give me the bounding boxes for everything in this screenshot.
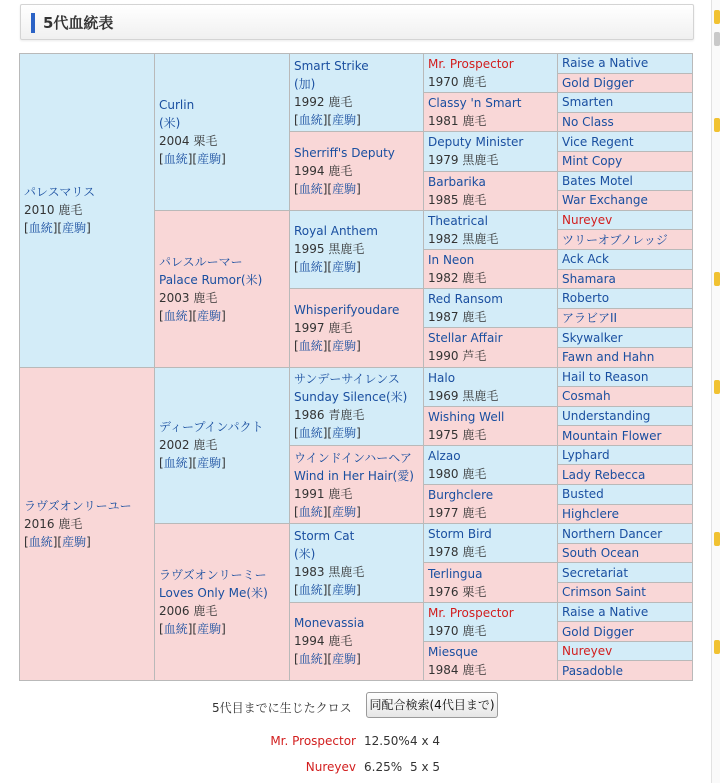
link-group: [血統][産駒] [294, 338, 361, 353]
horse-name-link[interactable]: Bates Motel [562, 173, 633, 188]
gen5-ancestor-cell [558, 132, 693, 152]
side-marker [714, 272, 720, 286]
gen5-ancestor-cell [558, 387, 693, 407]
gen4-ancestor-cell [424, 289, 558, 328]
header-accent-bar [31, 13, 35, 33]
link-group: [血統][産駒] [159, 308, 226, 323]
link-group: [血統][産駒] [294, 504, 361, 519]
pedigree-link[interactable]: 血統 [28, 534, 53, 549]
cross-row [0, 734, 720, 752]
horse-name-link[interactable]: In Neon [428, 253, 475, 268]
gen5-ancestor-cell [558, 661, 693, 681]
horse-name-link[interactable]: Mr. Prospector [428, 57, 514, 72]
horse-name-link[interactable]: Highclere [562, 506, 619, 521]
link-group: [血統][産駒] [294, 652, 361, 667]
gen5-ancestor-cell [558, 54, 693, 74]
horse-name-link[interactable]: Skywalker [562, 330, 623, 345]
gen5-ancestor-cell [558, 73, 693, 93]
pedigree-table [19, 53, 693, 681]
birth-year-coat: 1984 鹿毛 [428, 662, 487, 677]
link-group: [血統][産駒] [159, 622, 226, 637]
horse-name-link[interactable]: Gold Digger [562, 624, 634, 639]
page-title: 5代血統表 [43, 14, 114, 32]
offspring-link[interactable]: 産駒 [62, 534, 87, 549]
cross-row [0, 760, 720, 778]
horse-name-link[interactable]: Classy 'n Smart [428, 96, 522, 111]
gen5-ancestor-cell [558, 485, 693, 505]
horse-name-link[interactable]: Theatrical [428, 213, 488, 228]
link-group: [血統][産駒] [294, 260, 361, 275]
gen3-ancestor-cell [290, 602, 424, 680]
horse-name-link[interactable]: Curlin [159, 97, 195, 112]
gen2-ancestor-cell [155, 367, 290, 524]
horse-name-link[interactable]: パレスルーマー [159, 254, 243, 269]
birth-year-coat: 1985 鹿毛 [428, 192, 487, 207]
horse-name-link[interactable]: Mint Copy [562, 154, 623, 169]
gen2-ancestor-cell [155, 210, 290, 367]
horse-name-link[interactable]: サンデーサイレンス [294, 372, 400, 387]
gen2-ancestor-cell [155, 524, 290, 681]
same-breeding-search-button[interactable]: 同配合検索(4代目まで) [366, 692, 498, 718]
horse-name-link[interactable]: Pasadoble [562, 663, 623, 678]
gen5-ancestor-cell [558, 445, 693, 465]
cross-percent: 12.50% [364, 734, 410, 748]
cross-toolbar [0, 692, 720, 722]
pedigree-row [20, 54, 693, 74]
horse-name-link[interactable]: Crimson Saint [562, 585, 646, 600]
birth-year-coat: 1991 鹿毛 [294, 486, 353, 501]
birth-year-coat: 1992 鹿毛 [294, 94, 353, 109]
gen2-ancestor-cell [155, 54, 290, 211]
offspring-link[interactable]: 産駒 [332, 112, 357, 127]
horse-name-origin-link[interactable]: (米) [159, 115, 181, 130]
horse-name-link[interactable]: Smart Strike [294, 58, 369, 73]
birth-year-coat: 1982 鹿毛 [428, 271, 487, 286]
birth-year-coat: 2010 鹿毛 [24, 203, 83, 218]
link-group: [血統][産駒] [24, 221, 91, 236]
horse-name-link[interactable]: Terlingua [428, 566, 483, 581]
cross-horse-link[interactable]: Mr. Prospector [270, 734, 356, 748]
horse-name-link[interactable]: Roberto [562, 291, 610, 306]
gen5-ancestor-cell [558, 563, 693, 583]
link-group: [血統][産駒] [294, 182, 361, 197]
birth-year-coat: 1978 鹿毛 [428, 545, 487, 560]
birth-year-coat: 1986 青鹿毛 [294, 408, 365, 423]
gen1-ancestor-cell [20, 367, 155, 681]
gen5-ancestor-cell [558, 641, 693, 661]
link-group: [血統][産駒] [159, 456, 226, 471]
horse-name-link[interactable]: Storm Cat [294, 528, 355, 543]
birth-year-coat: 1997 鹿毛 [294, 320, 353, 335]
horse-name-link[interactable]: Busted [562, 487, 604, 502]
horse-name-link[interactable]: Nureyev [562, 213, 613, 228]
pedigree-link[interactable]: 血統 [298, 338, 323, 353]
horse-name-link[interactable]: War Exchange [562, 193, 648, 208]
horse-name-link[interactable]: Wishing Well [428, 409, 505, 424]
horse-name-link[interactable]: ラヴズオンリーミー [159, 568, 267, 583]
gen4-ancestor-cell [424, 132, 558, 171]
side-marker [714, 640, 720, 654]
gen5-ancestor-cell [558, 583, 693, 603]
gen4-ancestor-cell [424, 406, 558, 445]
horse-name-link[interactable]: Raise a Native [562, 56, 649, 71]
horse-name-link[interactable]: ラヴズオンリーユー [24, 498, 132, 513]
gen1-ancestor-cell [20, 54, 155, 368]
offspring-link[interactable]: 産駒 [197, 622, 222, 637]
gen5-ancestor-cell [558, 289, 693, 309]
gen5-ancestor-cell [558, 465, 693, 485]
offspring-link[interactable]: 産駒 [332, 260, 357, 275]
horse-name-link[interactable]: Ack Ack [562, 252, 609, 267]
cross-horse-link[interactable]: Nureyev [305, 760, 356, 774]
horse-name-link[interactable]: パレスマリス [24, 185, 96, 200]
horse-name-link[interactable]: Northern Dancer [562, 526, 663, 541]
horse-name-link[interactable]: Halo [428, 370, 456, 385]
birth-year-coat: 2006 鹿毛 [159, 604, 218, 619]
gen5-ancestor-cell [558, 622, 693, 642]
birth-year-coat: 1975 鹿毛 [428, 427, 487, 442]
horse-name-link[interactable]: Lady Rebecca [562, 467, 646, 482]
pedigree-link[interactable]: 血統 [163, 308, 188, 323]
gen4-ancestor-cell [424, 485, 558, 524]
gen5-ancestor-cell [558, 269, 693, 289]
horse-name-link[interactable]: ウインドインハーヘア [294, 450, 412, 465]
gen5-ancestor-cell [558, 308, 693, 328]
pedigree-link[interactable]: 血統 [163, 622, 188, 637]
horse-name-link[interactable]: Smarten [562, 95, 614, 110]
horse-name-link[interactable]: Secretariat [562, 565, 629, 580]
side-marker [714, 118, 720, 132]
gen3-ancestor-cell [290, 132, 424, 210]
gen5-ancestor-cell [558, 210, 693, 230]
link-group: [血統][産駒] [294, 582, 361, 597]
side-panel-edge [711, 0, 720, 783]
offspring-link[interactable]: 産駒 [62, 221, 87, 236]
gen3-ancestor-cell [290, 445, 424, 523]
horse-name-link[interactable]: Sherriff's Deputy [294, 146, 395, 161]
horse-name-origin-link[interactable]: Sunday Silence(米) [294, 390, 408, 405]
gen4-ancestor-cell [424, 563, 558, 602]
horse-name-link[interactable]: Alzao [428, 448, 461, 463]
pedigree-row [20, 367, 693, 387]
gen4-ancestor-cell [424, 249, 558, 288]
horse-name-link[interactable]: Nureyev [562, 644, 613, 659]
birth-year-coat: 2002 鹿毛 [159, 438, 218, 453]
horse-name-link[interactable]: Whisperifyoudare [294, 302, 400, 317]
birth-year-coat: 1970 鹿毛 [428, 623, 487, 638]
horse-name-origin-link[interactable]: (加) [294, 76, 316, 91]
cross-generation: 5 x 5 [410, 760, 440, 774]
horse-name-origin-link[interactable]: Loves Only Me(米) [159, 586, 268, 601]
gen4-ancestor-cell [424, 210, 558, 249]
gen5-ancestor-cell [558, 112, 693, 132]
link-group: [血統][産駒] [294, 112, 361, 127]
gen3-ancestor-cell [290, 367, 424, 445]
gen5-ancestor-cell [558, 504, 693, 524]
gen5-ancestor-cell [558, 347, 693, 367]
horse-name-link[interactable]: Raise a Native [562, 604, 649, 619]
birth-year-coat: 1981 鹿毛 [428, 114, 487, 129]
horse-name-link[interactable]: アラビアII [562, 311, 618, 326]
pedigree-link[interactable]: 血統 [298, 112, 323, 127]
pedigree-link[interactable]: 血統 [298, 260, 323, 275]
gen5-ancestor-cell [558, 524, 693, 544]
pedigree-link[interactable]: 血統 [298, 504, 323, 519]
gen5-ancestor-cell [558, 367, 693, 387]
gen4-ancestor-cell [424, 367, 558, 406]
horse-name-origin-link[interactable]: (米) [294, 546, 316, 561]
gen3-ancestor-cell [290, 524, 424, 602]
gen4-ancestor-cell [424, 328, 558, 367]
link-group: [血統][産駒] [24, 534, 91, 549]
cross-percent: 6.25% [364, 760, 403, 774]
offspring-link[interactable]: 産駒 [332, 504, 357, 519]
gen5-ancestor-cell [558, 249, 693, 269]
birth-year-coat: 1994 鹿毛 [294, 634, 353, 649]
birth-year-coat: 1987 鹿毛 [428, 310, 487, 325]
gen5-ancestor-cell [558, 543, 693, 563]
cross-generation: 4 x 4 [410, 734, 440, 748]
cross-label: 5代目までに生じたクロス [212, 701, 352, 715]
horse-name-origin-link[interactable]: Wind in Her Hair(愛) [294, 468, 414, 483]
horse-name-link[interactable]: Red Ransom [428, 292, 503, 307]
horse-name-link[interactable]: Monevassia [294, 616, 365, 631]
section-header [20, 4, 694, 40]
gen5-ancestor-cell [558, 171, 693, 191]
gen4-ancestor-cell [424, 641, 558, 680]
offspring-link[interactable]: 産駒 [332, 182, 357, 197]
birth-year-coat: 1995 黒鹿毛 [294, 242, 365, 257]
horse-name-link[interactable]: No Class [562, 115, 614, 130]
gen5-ancestor-cell [558, 406, 693, 426]
horse-name-link[interactable]: Hail to Reason [562, 369, 649, 384]
pedigree-link[interactable]: 血統 [298, 582, 323, 597]
gen5-ancestor-cell [558, 426, 693, 446]
pedigree-link[interactable]: 血統 [163, 456, 188, 471]
pedigree-link[interactable]: 血統 [298, 182, 323, 197]
birth-year-coat: 1983 黒鹿毛 [294, 564, 365, 579]
birth-year-coat: 2004 栗毛 [159, 133, 218, 148]
pedigree-link[interactable]: 血統 [163, 151, 188, 166]
gen5-ancestor-cell [558, 191, 693, 211]
horse-name-link[interactable]: Storm Bird [428, 527, 492, 542]
link-group: [血統][産駒] [294, 426, 361, 441]
horse-name-link[interactable]: Stellar Affair [428, 331, 503, 346]
birth-year-coat: 2003 鹿毛 [159, 290, 218, 305]
gen3-ancestor-cell [290, 289, 424, 367]
horse-name-link[interactable]: Vice Regent [562, 134, 634, 149]
horse-name-link[interactable]: ツリーオブノレッジ [562, 232, 668, 247]
gen3-ancestor-cell [290, 54, 424, 132]
birth-year-coat: 1979 黒鹿毛 [428, 153, 499, 168]
birth-year-coat: 1970 鹿毛 [428, 75, 487, 90]
offspring-link[interactable]: 産駒 [332, 338, 357, 353]
gen5-ancestor-cell [558, 602, 693, 622]
horse-name-link[interactable]: Understanding [562, 408, 651, 423]
offspring-link[interactable]: 産駒 [332, 426, 357, 441]
offspring-link[interactable]: 産駒 [197, 456, 222, 471]
horse-name-link[interactable]: Lyphard [562, 448, 610, 463]
birth-year-coat: 1969 黒鹿毛 [428, 388, 499, 403]
gen4-ancestor-cell [424, 93, 558, 132]
birth-year-coat: 1982 黒鹿毛 [428, 231, 499, 246]
gen4-ancestor-cell [424, 445, 558, 484]
horse-name-link[interactable]: South Ocean [562, 546, 640, 561]
side-marker [714, 32, 720, 46]
gen4-ancestor-cell [424, 602, 558, 641]
birth-year-coat: 1990 芦毛 [428, 349, 487, 364]
horse-name-link[interactable]: Shamara [562, 271, 616, 286]
gen5-ancestor-cell [558, 328, 693, 348]
birth-year-coat: 1994 鹿毛 [294, 164, 353, 179]
pedigree-link[interactable]: 血統 [298, 652, 323, 667]
gen4-ancestor-cell [424, 54, 558, 93]
birth-year-coat: 1976 栗毛 [428, 584, 487, 599]
horse-name-link[interactable]: ディープインパクト [159, 420, 264, 435]
horse-name-link[interactable]: Deputy Minister [428, 135, 524, 150]
birth-year-coat: 2016 鹿毛 [24, 516, 83, 531]
horse-name-link[interactable]: Barbarika [428, 174, 486, 189]
horse-name-link[interactable]: Royal Anthem [294, 224, 378, 239]
horse-name-link[interactable]: Gold Digger [562, 75, 634, 90]
horse-name-link[interactable]: Fawn and Hahn [562, 350, 655, 365]
gen4-ancestor-cell [424, 171, 558, 210]
horse-name-origin-link[interactable]: Palace Rumor(米) [159, 272, 263, 287]
side-marker [714, 532, 720, 546]
horse-name-link[interactable]: Mr. Prospector [428, 605, 514, 620]
link-group: [血統][産駒] [159, 151, 226, 166]
side-marker [714, 10, 720, 24]
offspring-link[interactable]: 産駒 [197, 308, 222, 323]
side-marker [714, 380, 720, 394]
gen5-ancestor-cell [558, 230, 693, 250]
offspring-link[interactable]: 産駒 [332, 582, 357, 597]
horse-name-link[interactable]: Burghclere [428, 488, 494, 503]
horse-name-link[interactable]: Cosmah [562, 389, 611, 404]
pedigree-link[interactable]: 血統 [298, 426, 323, 441]
gen5-ancestor-cell [558, 151, 693, 171]
gen4-ancestor-cell [424, 524, 558, 563]
pedigree-link[interactable]: 血統 [28, 221, 53, 236]
birth-year-coat: 1977 鹿毛 [428, 506, 487, 521]
offspring-link[interactable]: 産駒 [197, 151, 222, 166]
gen5-ancestor-cell [558, 93, 693, 113]
gen3-ancestor-cell [290, 210, 424, 288]
offspring-link[interactable]: 産駒 [332, 652, 357, 667]
birth-year-coat: 1980 鹿毛 [428, 466, 487, 481]
horse-name-link[interactable]: Mountain Flower [562, 428, 662, 443]
horse-name-link[interactable]: Miesque [428, 644, 478, 659]
